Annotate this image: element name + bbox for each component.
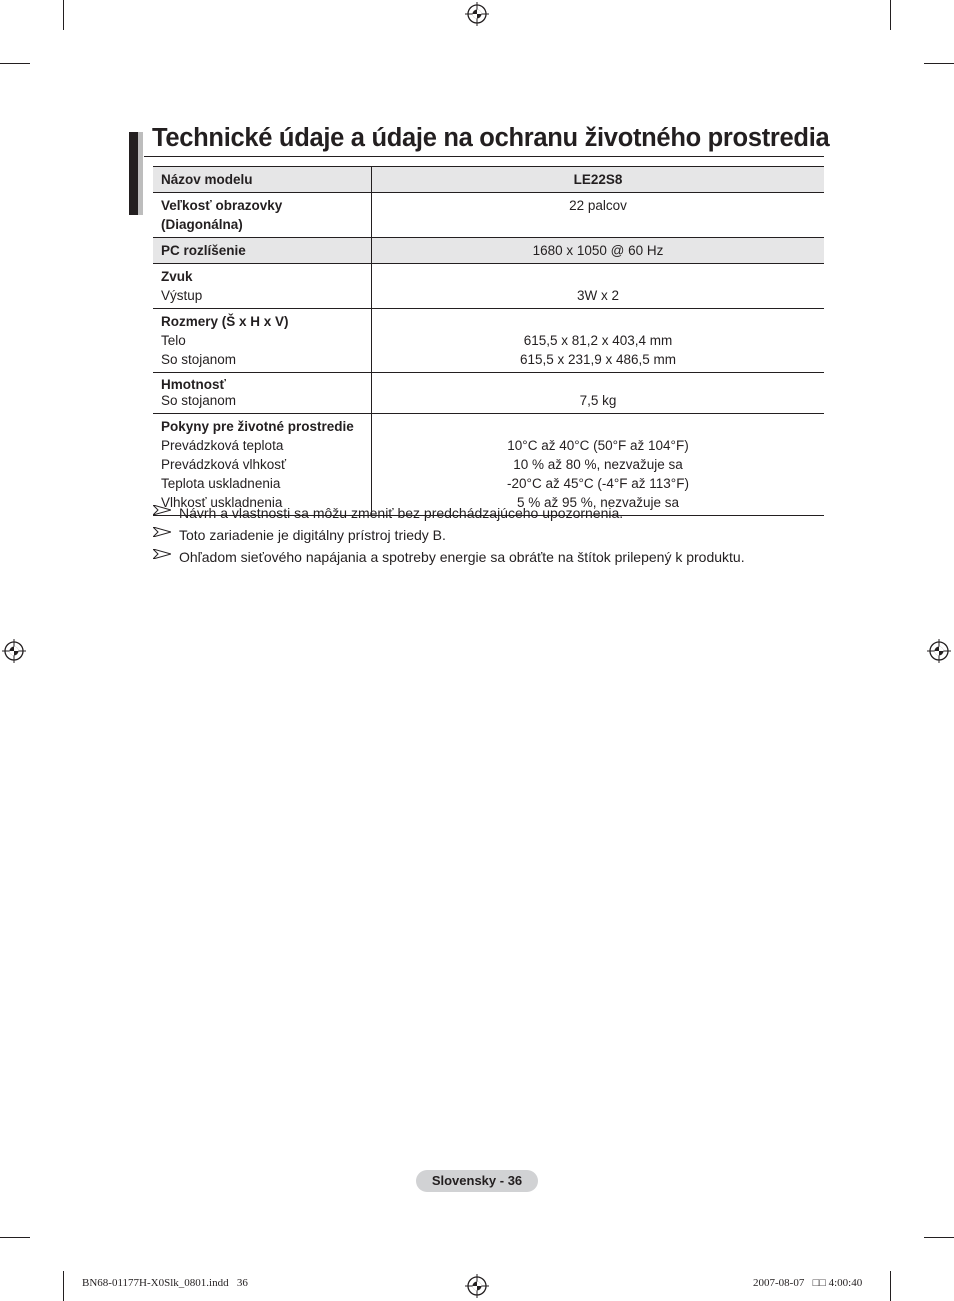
crop-mark: [890, 1271, 891, 1301]
spec-value-group: [372, 373, 825, 414]
spec-value: 10°C až 40°C (50°F až 104°F): [507, 438, 689, 453]
spec-value: 5 % až 95 %, nezvažuje sa: [516, 495, 680, 510]
table-row: [153, 167, 824, 193]
spec-value: 10 % až 80 %, nezvažuje sa: [513, 457, 683, 472]
note-arrow-icon: [153, 549, 171, 559]
spec-value-group: [372, 414, 825, 516]
table-row: [153, 309, 824, 373]
note-arrow-icon: [153, 527, 171, 537]
table-row: [153, 373, 824, 414]
registration-mark-icon: [2, 639, 26, 663]
note-item: [153, 503, 745, 525]
slug-file: BN68-01177H-X0Slk_0801.indd 36: [82, 1277, 248, 1289]
spec-sublabel: Prevádzková vlhkosť: [161, 457, 287, 472]
spec-value: 22 palcov: [569, 198, 627, 213]
spec-value: 615,5 x 231,9 x 486,5 mm: [519, 352, 677, 367]
spec-value: -20°C až 45°C (-4°F až 113°F): [507, 476, 689, 491]
crop-mark: [924, 63, 954, 64]
spec-value-group: [372, 264, 825, 309]
note-item: [153, 525, 745, 547]
crop-mark: [890, 0, 891, 30]
spec-label: PC rozlíšenie: [153, 238, 372, 264]
spec-label: Zvuk: [161, 269, 193, 284]
note-text: Toto zariadenie je digitálny prístroj triedy B.: [179, 527, 446, 543]
spec-label: Pokyny pre životné prostredie: [161, 419, 354, 434]
spec-sublabel: Prevádzková teplota: [161, 438, 284, 453]
slug-date: 2007-08-07 □□ 4:00:40: [753, 1277, 863, 1289]
registration-mark-icon: [465, 2, 489, 26]
spec-sublabel: Výstup: [161, 288, 203, 303]
spec-label-group: [153, 264, 372, 309]
notes-list: [153, 503, 745, 569]
table-row: [153, 193, 824, 238]
note-arrow-icon: [153, 505, 171, 515]
title-accent-bar: [129, 132, 138, 215]
title-accent-bar-light: [138, 132, 143, 215]
spec-label: Veľkosť obrazovky (Diagonálna): [153, 193, 372, 238]
registration-mark-icon: [465, 1274, 489, 1298]
table-row: [153, 414, 824, 516]
spec-sublabel: Vlhkosť uskladnenia: [161, 495, 283, 510]
table-row: [153, 238, 824, 264]
crop-mark: [924, 1237, 954, 1238]
spec-label-group: [153, 414, 372, 516]
spec-sublabel: So stojanom: [161, 393, 237, 408]
note-text: Návrh a vlastnosti sa môžu zmeniť bez predchádzajúceho upozornenia.: [179, 505, 624, 521]
note-item: [153, 547, 745, 569]
spec-value: 615,5 x 81,2 x 403,4 mm: [523, 333, 673, 348]
spec-value: 3W x 2: [576, 288, 619, 303]
note-text: Ohľadom sieťového napájania a spotreby energie sa obráťte na štítok prilepený k produktu.: [179, 549, 745, 565]
crop-mark: [0, 63, 30, 64]
table-row: [153, 264, 824, 309]
title-rule: [144, 156, 824, 157]
spec-table: [153, 166, 824, 516]
crop-mark: [63, 0, 64, 30]
crop-mark: [0, 1237, 30, 1238]
page-title: Technické údaje a údaje na ochranu životného prostredia: [152, 124, 830, 152]
spec-value: 7,5 kg: [579, 393, 617, 408]
crop-mark: [63, 1271, 64, 1301]
spec-label: Hmotnosť: [161, 377, 226, 392]
spec-sublabel: Teplota uskladnenia: [161, 476, 281, 491]
spec-value-group: [372, 309, 825, 373]
spec-label-group: [153, 309, 372, 373]
spec-sublabel: So stojanom: [161, 352, 237, 367]
spec-label: Názov modelu: [153, 167, 372, 193]
spec-sublabel: Telo: [161, 333, 186, 348]
page-number-badge: Slovensky - 36: [416, 1170, 538, 1192]
spec-value: LE22S8: [372, 167, 825, 193]
spec-label-group: [153, 373, 372, 414]
registration-mark-icon: [927, 639, 951, 663]
spec-value: 1680 x 1050 @ 60 Hz: [372, 238, 825, 264]
spec-label: Rozmery (Š x H x V): [161, 314, 289, 329]
